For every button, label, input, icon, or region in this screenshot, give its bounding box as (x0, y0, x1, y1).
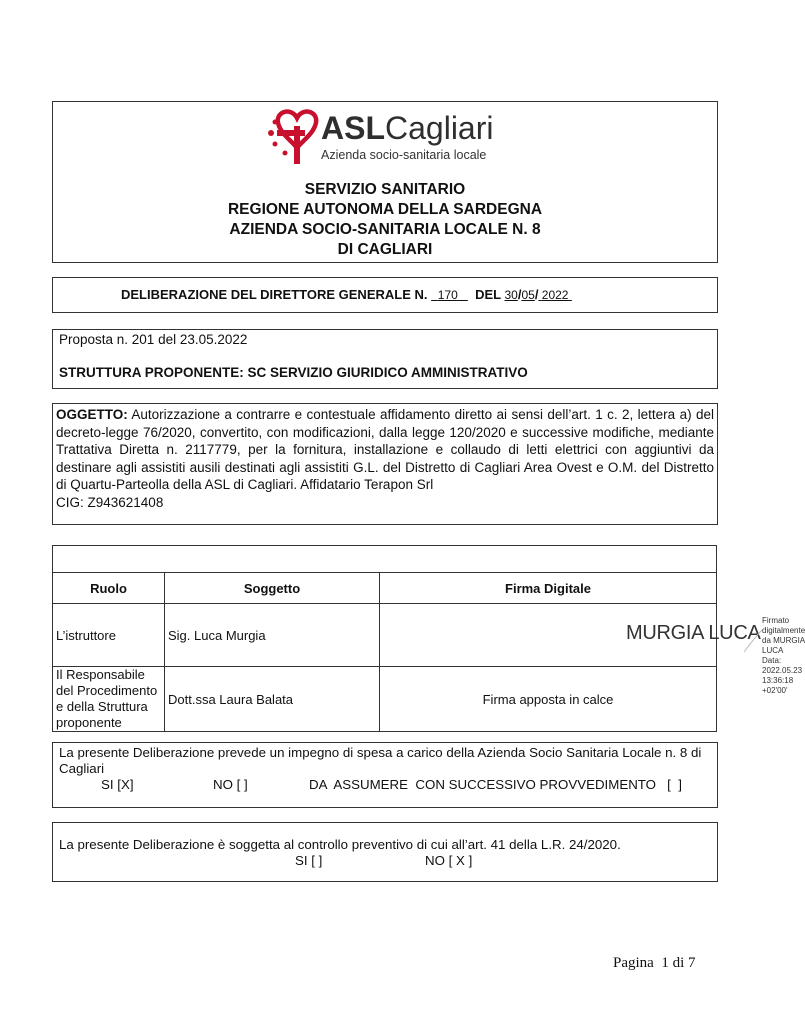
asl-logo (263, 106, 503, 164)
deliberazione-month: 05 (521, 288, 535, 302)
struttura-proponente: STRUTTURA PROPONENTE: SC SERVIZIO GIURIDICO AMMINISTRATIVO (59, 365, 528, 380)
signature-info: Firmato digitalmente da MURGIA LUCA Data: 2022.05.23 13:36:18 +02'00' (762, 616, 805, 695)
spesa-si: SI [X] (101, 777, 134, 792)
header-line: DI CAGLIARI (337, 241, 433, 258)
deliberazione-year: 2022 (541, 288, 569, 302)
deliberazione-number: 170 (437, 288, 458, 302)
table-row (53, 667, 717, 732)
table-blank-cell (53, 546, 717, 573)
controllo-text: La presente Deliberazione è soggetta al controllo preventivo di cui all’art. 41 della L.R. 24/2020. (59, 837, 621, 852)
logo-tagline: Azienda socio-sanitaria locale (321, 148, 487, 162)
table-header-row (53, 573, 717, 604)
header-box (52, 101, 718, 263)
proposta-box (52, 329, 718, 389)
controllo-no: NO [ X ] (425, 853, 473, 868)
digital-signature (380, 604, 805, 695)
header-title (53, 180, 717, 260)
soggetto-cell: Sig. Luca Murgia (165, 604, 380, 667)
cig-code: CIG: Z943621408 (56, 494, 164, 510)
spesa-text: La presente Deliberazione prevede un impegno di spesa a carico della Azienda Socio Sanitaria Locale n. 8 di Cagliari (59, 745, 702, 776)
signature-name: MURGIA LUCA (626, 622, 761, 644)
deliberazione-label: DELIBERAZIONE DEL DIRETTORE GENERALE N. (121, 287, 428, 302)
header-firma: Firma Digitale (380, 573, 717, 604)
header-line: AZIENDA SOCIO-SANITARIA LOCALE N. 8 (229, 221, 541, 238)
deliberazione-line: DELIBERAZIONE DEL DIRETTORE GENERALE N. 170 DEL 30/05/ 2022 (121, 287, 572, 302)
ruolo-cell: L’istruttore (53, 604, 165, 667)
spesa-box (52, 742, 718, 808)
oggetto-text (56, 406, 714, 512)
page-number: Pagina 1 di 7 (613, 955, 696, 971)
table-row (53, 604, 717, 667)
proposta-text: Proposta n. 201 del 23.05.2022 (59, 332, 248, 347)
deliberazione-day: 30 (504, 288, 518, 302)
soggetto-cell: Dott.ssa Laura Balata (165, 667, 380, 732)
controllo-box (52, 822, 718, 882)
oggetto-label: OGGETTO: (56, 407, 128, 422)
header-line: SERVIZIO SANITARIO (304, 181, 466, 198)
deliberazione-del-label: DEL (475, 287, 501, 302)
table-blank-row (53, 546, 717, 573)
spesa-no: NO [ ] (213, 777, 248, 792)
header-soggetto: Soggetto (165, 573, 380, 604)
deliberazione-box (52, 277, 718, 313)
oggetto-box (52, 403, 718, 525)
ruolo-cell: Il Responsabile del Procedimento e della Struttura proponente (53, 667, 165, 732)
header-ruolo: Ruolo (53, 573, 165, 604)
asl-heart-cross-icon (263, 108, 319, 164)
spesa-da-assumere: DA ASSUMERE CON SUCCESSIVO PROVVEDIMENTO [ ] (309, 777, 682, 792)
controllo-si: SI [ ] (295, 853, 323, 868)
signature-table (52, 545, 805, 732)
oggetto-body: Autorizzazione a contrarre e contestuale affidamento diretto ai sensi dell’art. 1 c. 2, lettera a) del decreto-legge 76/2020, convertito, con modificazioni, dalla legge 120/2020 e successive modifiche, mediante Trattativa Diretta n. 2117779, per la fornitura, installazione e collaudo di letti elettrici con aggiuntivi da destinare agli assistiti ausili destinati agli assistiti G.L. del Distretto di Cagliari Area Ovest e O.M. del Distretto di Quartu-Parteolla della ASL di Cagliari. Affidatario Terapon Srl (56, 407, 714, 493)
signature-flourish-icon (742, 628, 764, 654)
header-line: REGIONE AUTONOMA DELLA SARDEGNA (227, 201, 543, 218)
logo-wordmark: ASLCagliari (321, 110, 494, 146)
firma-cell: Firma apposta in calce (380, 667, 717, 732)
